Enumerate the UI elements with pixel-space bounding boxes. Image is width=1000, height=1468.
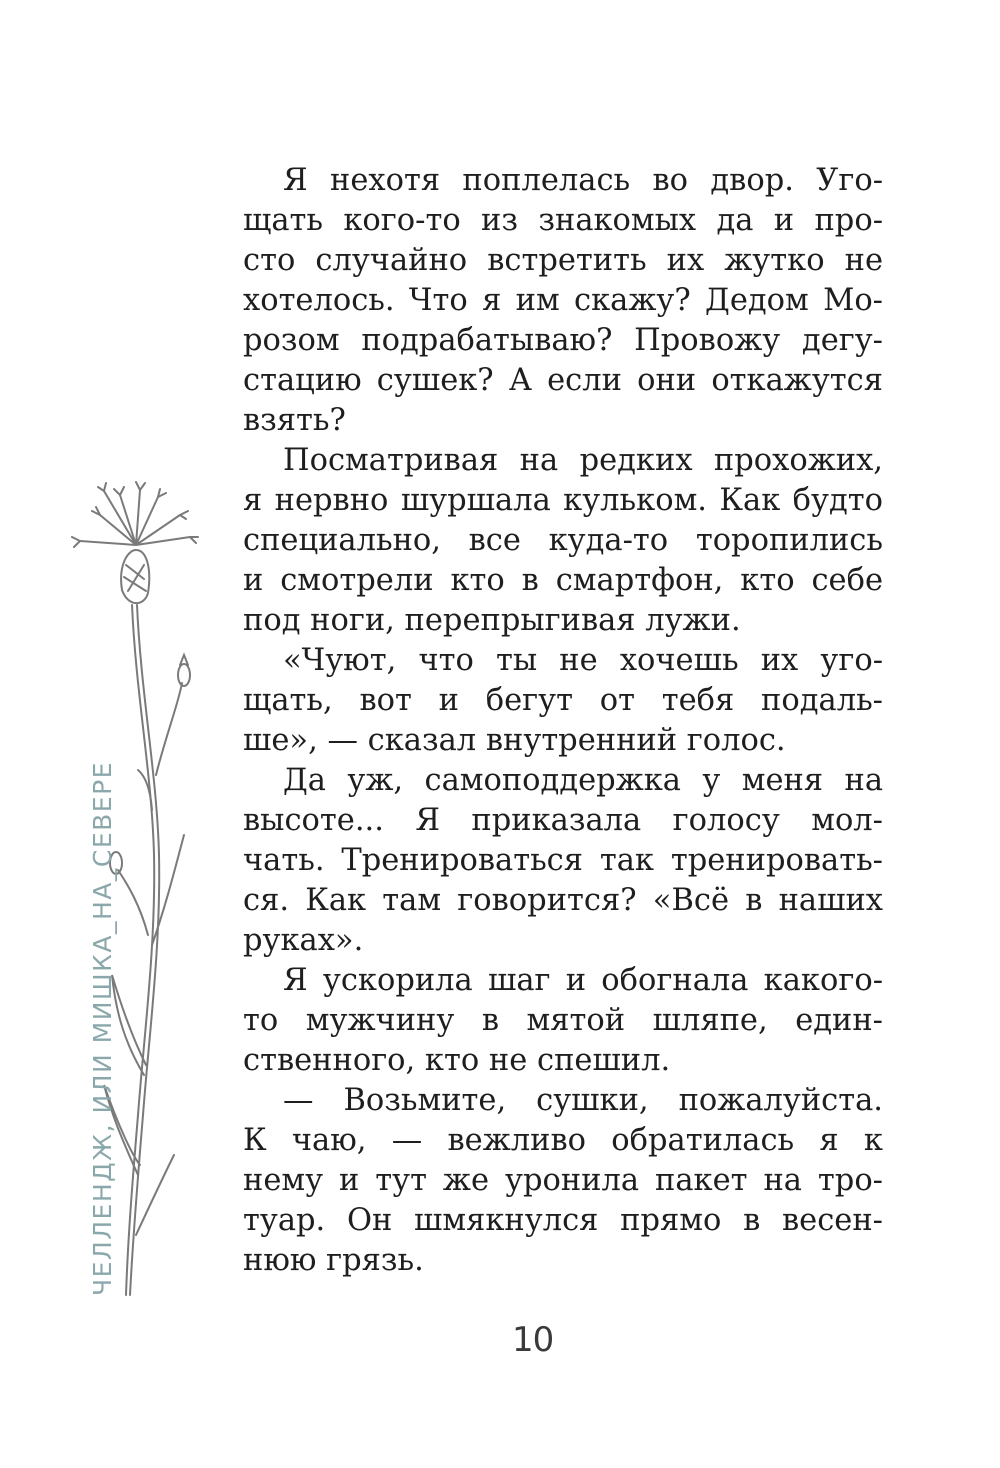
text-line: сто случайно встретить их жутко не: [243, 243, 883, 278]
text-line: К чаю, — вежливо обратилась я к: [243, 1123, 883, 1158]
paragraph: [243, 961, 883, 1081]
text-line: под ноги, перепрыгивая лужи.: [243, 603, 741, 638]
text-line: нему и тут же уронила пакет на тро-: [243, 1163, 883, 1198]
text-line: ся. Как там говорится? «Всё в наших: [243, 883, 883, 918]
text-line: хотелось. Что я им скажу? Дедом Мо-: [243, 283, 883, 318]
side-caption: ЧЕЛЛЕНДЖ, ИЛИ МИШКА_НА_СЕВЕРЕ: [88, 761, 117, 1296]
text-line: Да уж, самоподдержка у меня на: [283, 763, 883, 798]
text-line: то мужчину в мятой шляпе, един-: [243, 1003, 883, 1038]
text-line: «Чуют, что ты не хочешь их уго-: [283, 643, 883, 678]
text-line: Посматривая на редких прохожих,: [283, 443, 883, 478]
paragraph: [243, 441, 883, 641]
text-line: специально, все куда-то торопились: [243, 523, 883, 558]
text-line: стацию сушек? А если они откажутся: [243, 363, 883, 398]
text-line: Я ускорила шаг и обогнала какого-: [283, 963, 883, 998]
paragraph: [243, 161, 883, 441]
text-line: нюю грязь.: [243, 1243, 424, 1278]
text-line: розом подрабатываю? Провожу дегу-: [243, 323, 883, 358]
text-line: я нервно шуршала кульком. Как будто: [243, 483, 883, 518]
text-line: — Возьмите, сушки, пожалуйста.: [283, 1083, 883, 1118]
text-line: чать. Тренироваться так тренировать-: [243, 843, 883, 878]
page-number: 10: [512, 1320, 554, 1360]
text-line: щать, вот и бегут от тебя подаль-: [243, 683, 883, 718]
text-line: руках».: [243, 923, 364, 958]
text-line: щать кого-то из знакомых да и про-: [243, 203, 883, 238]
text-line: высоте... Я приказала голосу мол-: [243, 803, 883, 838]
paragraph: [243, 1081, 883, 1281]
text-line: и смотрели кто в смартфон, кто себе: [243, 563, 883, 598]
cornflower-icon: [40, 475, 220, 1305]
paragraph: [243, 641, 883, 761]
text-line: ственного, кто не спешил.: [243, 1043, 671, 1078]
body-text: [243, 161, 883, 1281]
text-line: взять?: [243, 403, 346, 438]
text-line: ше», — сказал внутренний голос.: [243, 723, 786, 758]
text-line: туар. Он шмякнулся прямо в весен-: [243, 1203, 883, 1238]
paragraph: [243, 761, 883, 961]
text-line: Я нехотя поплелась во двор. Уго-: [283, 163, 883, 198]
